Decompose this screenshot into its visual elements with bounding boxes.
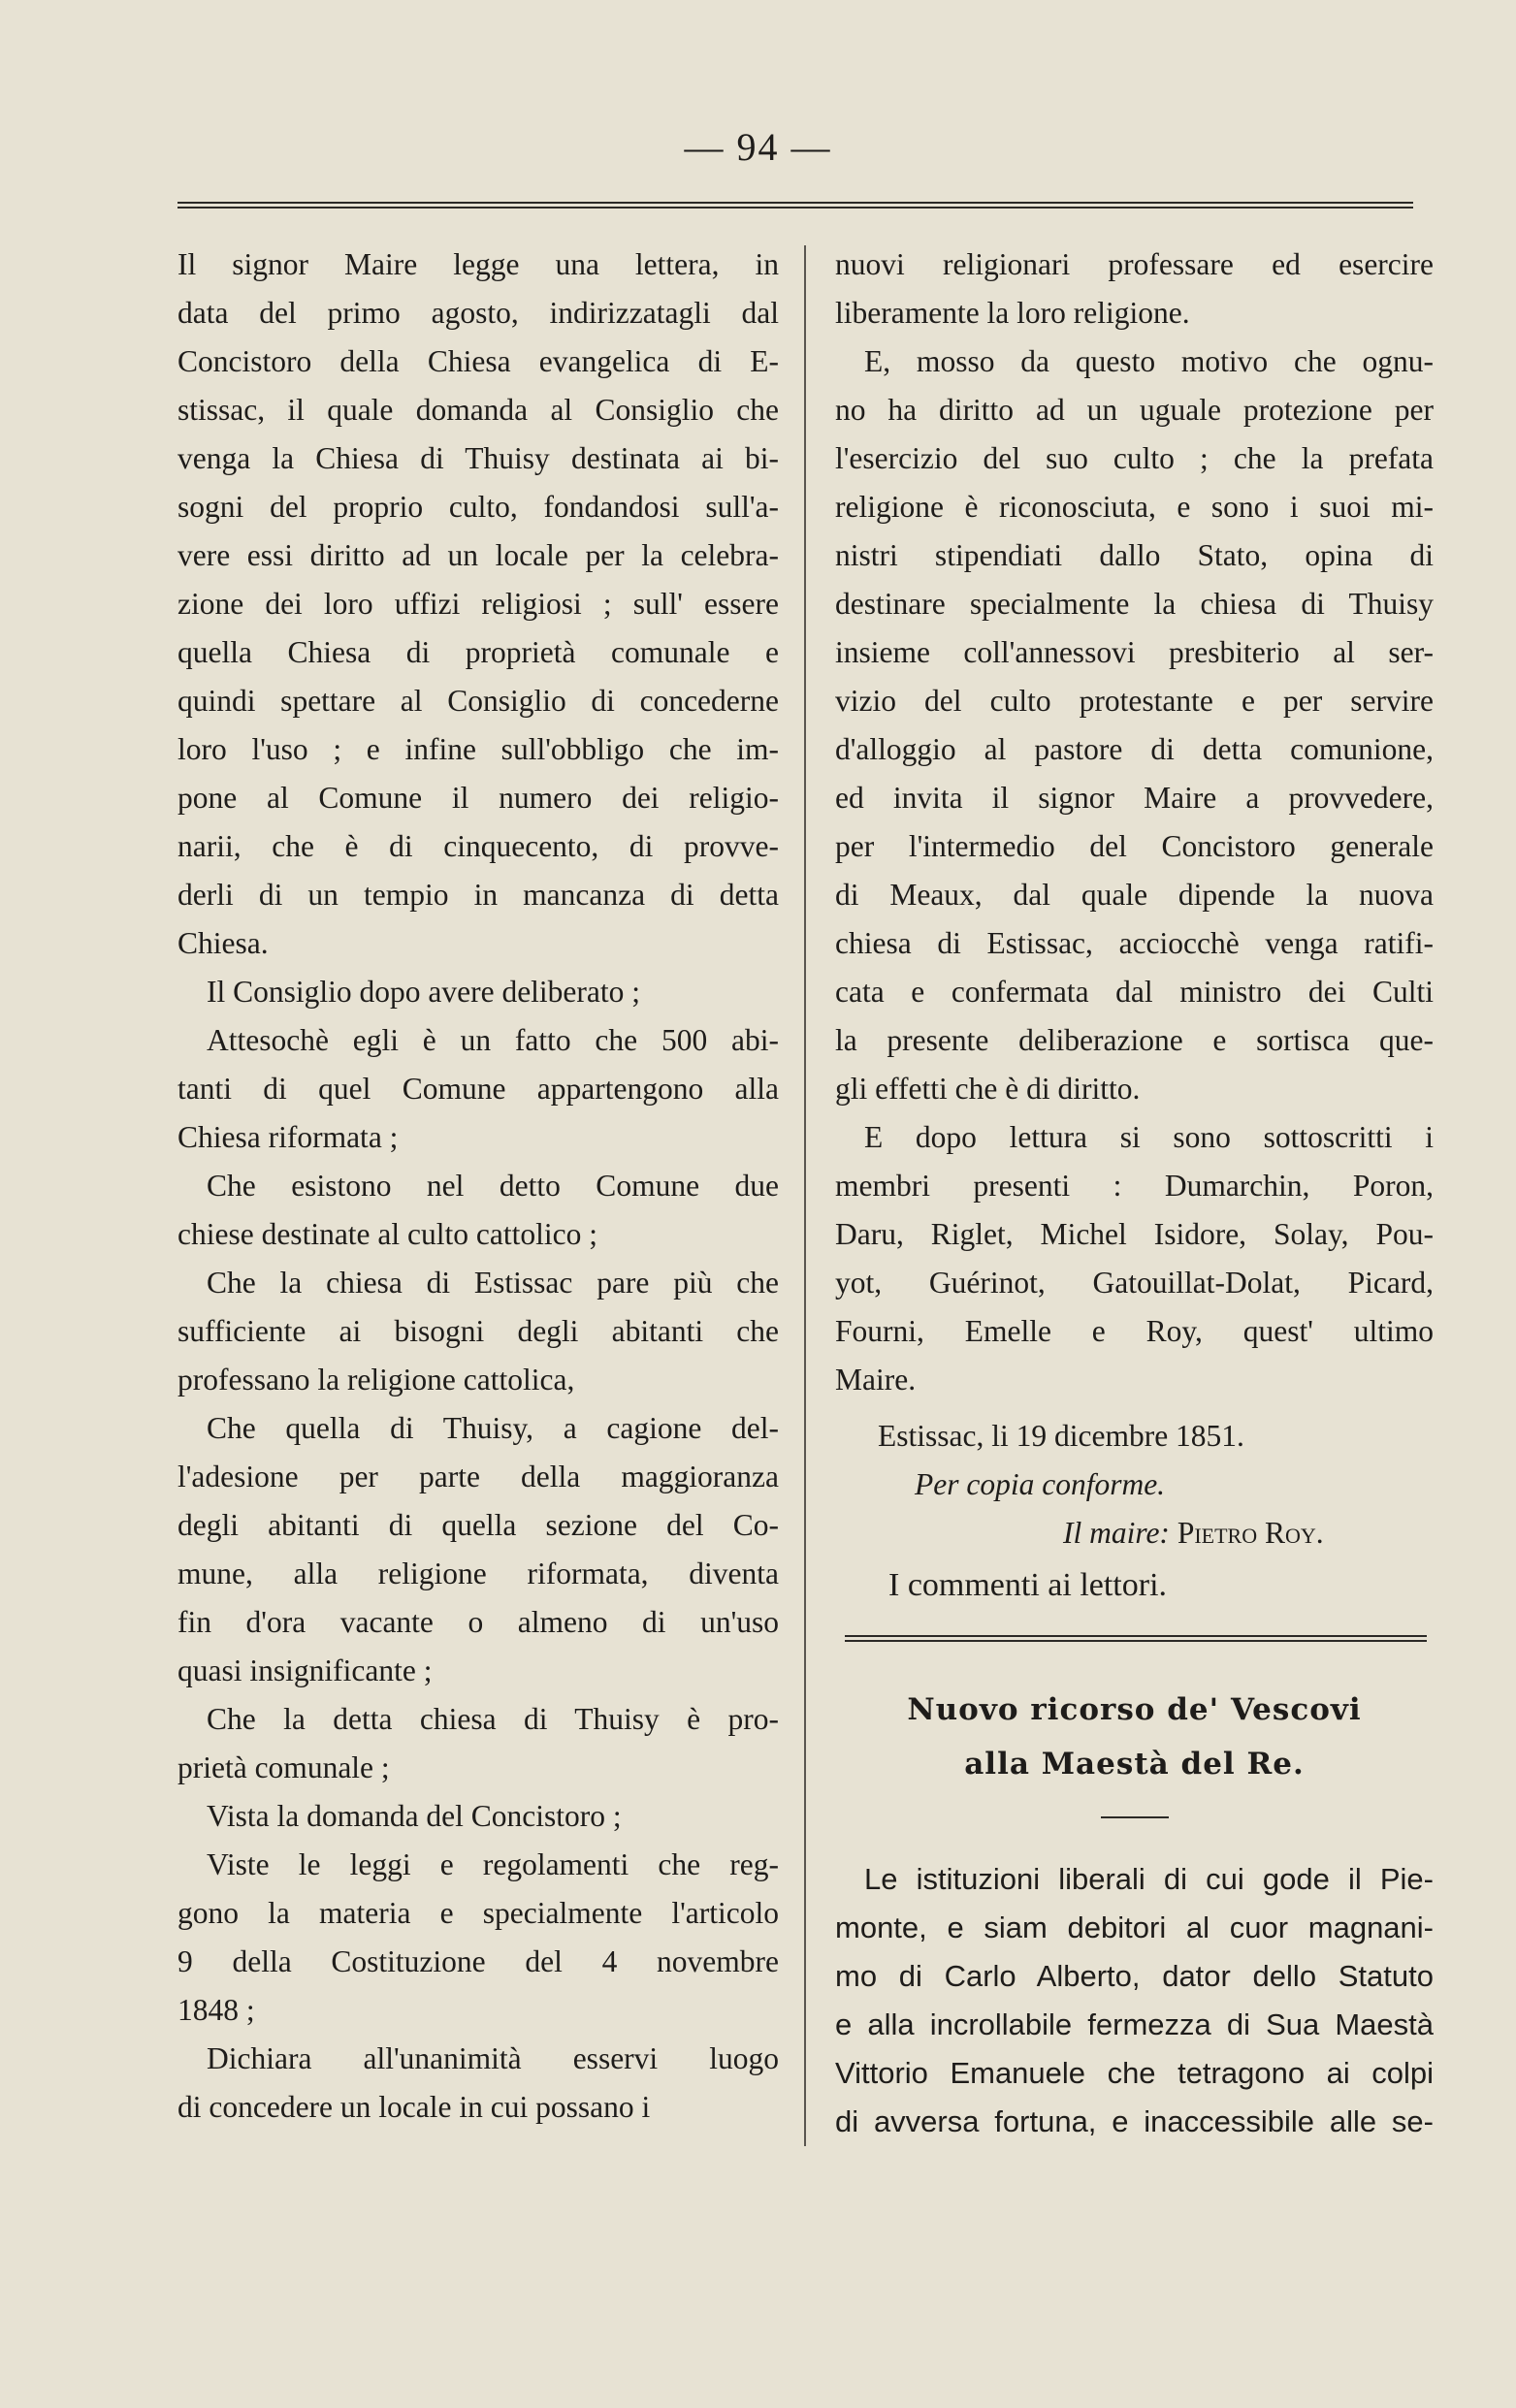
section-separator [845, 1635, 1427, 1642]
right-paragraphs [835, 241, 1434, 1404]
article-line: Le istituzioni liberali di cui gode il Pie- [864, 1862, 1434, 1896]
text-line: di Meaux, dal quale dipende la nuova [835, 878, 1434, 912]
text-line: destinare specialmente la chiesa di Thuisy [835, 587, 1434, 621]
left-column [177, 241, 779, 2132]
text-line: Fourni, Emelle e Roy, quest' ultimo [835, 1314, 1434, 1348]
text-line: professano la religione cattolica, [177, 1363, 575, 1397]
text-line: loro l'uso ; e infine sull'obbligo che im- [177, 732, 779, 766]
text-line: Vista la domanda del Concistoro ; [207, 1799, 622, 1833]
text-line: Attesochè egli è un fatto che 500 abi- [207, 1023, 779, 1057]
text-line: sufficiente ai bisogni degli abitanti che [177, 1314, 779, 1348]
text-line: Il Consiglio dopo avere deliberato ; [207, 975, 641, 1009]
article-line: e alla incrollabile fermezza di Sua Maestà [835, 2007, 1434, 2041]
text-line: Maire. [835, 1363, 917, 1397]
text-line: stissac, il quale domanda al Consiglio che [177, 393, 779, 427]
text-line: Che esistono nel detto Comune due [207, 1169, 779, 1203]
headline-line-1: Nuovo ricorso de' Vescovi [907, 1692, 1362, 1727]
column-divider [804, 245, 806, 2146]
text-line: Che la detta chiesa di Thuisy è pro- [207, 1702, 779, 1736]
text-line: quindi spettare al Consiglio di concederne [177, 684, 779, 718]
text-line: chiese destinate al culto cattolico ; [177, 1217, 597, 1251]
text-line: fin d'ora vacante o almeno di un'uso [177, 1605, 779, 1639]
text-line: nistri stipendiati dallo Stato, opina di [835, 538, 1434, 572]
headline-rule [1101, 1816, 1169, 1818]
text-line: Concistoro della Chiesa evangelica di E- [177, 344, 779, 378]
signature-date: Estissac, li 19 dicembre 1851. [878, 1419, 1244, 1453]
text-line: liberamente la loro religione. [835, 296, 1190, 330]
text-line: per l'intermedio del Concistoro generale [835, 829, 1434, 863]
header-rule [177, 202, 1413, 209]
text-line: E, mosso da questo motivo che ognu- [864, 344, 1434, 378]
text-line: Daru, Riglet, Michel Isidore, Solay, Pou- [835, 1217, 1434, 1251]
text-line: yot, Guérinot, Gatouillat-Dolat, Picard, [835, 1266, 1434, 1300]
text-line: mune, alla religione riformata, diventa [177, 1557, 779, 1590]
text-line: di concedere un locale in cui possano i [177, 2090, 651, 2124]
text-line: narii, che è di cinquecento, di provve- [177, 829, 779, 863]
text-line: prietà comunale ; [177, 1750, 390, 1784]
text-line: gono la materia e specialmente l'articolo [177, 1896, 779, 1930]
signature-maire: Il maire: Pietro Roy. [1063, 1516, 1324, 1550]
page-number: — 94 — [684, 125, 832, 169]
text-line: degli abitanti di quella sezione del Co- [177, 1508, 779, 1542]
headline-line-2: alla Maestà del Re. [964, 1747, 1305, 1782]
text-line: sogni del proprio culto, fondandosi sull'a- [177, 490, 779, 524]
text-line: la presente deliberazione e sortisca que- [835, 1023, 1434, 1057]
text-line: 1848 ; [177, 1993, 255, 2027]
text-line: venga la Chiesa di Thuisy destinata ai bi- [177, 441, 779, 475]
text-line: Chiesa riformata ; [177, 1120, 399, 1154]
text-line: quella Chiesa di proprietà comunale e [177, 635, 779, 669]
article-line: Vittorio Emanuele che tetragono ai colpi [835, 2056, 1434, 2090]
article-line: di avversa fortuna, e inaccessibile alle se- [835, 2104, 1434, 2138]
article-line: mo di Carlo Alberto, dator dello Statuto [835, 1959, 1434, 1993]
article-body [835, 1855, 1434, 2146]
text-line: quasi insignificante ; [177, 1653, 433, 1687]
article-line: monte, e siam debitori al cuor magnani- [835, 1910, 1434, 1944]
text-line: ed invita il signor Maire a provvedere, [835, 781, 1434, 815]
text-line: l'esercizio del suo culto ; che la prefata [835, 441, 1434, 475]
comment-line: I commenti ai lettori. [888, 1567, 1168, 1603]
article-headline [835, 1683, 1434, 1791]
text-line: vere essi diritto ad un locale per la celebra- [177, 538, 779, 572]
text-line: Che la chiesa di Estissac pare più che [207, 1266, 779, 1300]
text-line: insieme coll'annessovi presbiterio al ser- [835, 635, 1434, 669]
text-line: d'alloggio al pastore di detta comunione, [835, 732, 1434, 766]
text-line: zione dei loro uffizi religiosi ; sull' essere [177, 587, 779, 621]
text-line: cata e confermata dal ministro dei Culti [835, 975, 1434, 1009]
text-line: vizio del culto protestante e per servire [835, 684, 1434, 718]
signature-block [835, 1412, 1434, 1557]
text-line: membri presenti : Dumarchin, Poron, [835, 1169, 1434, 1203]
text-line: pone al Comune il numero dei religio- [177, 781, 779, 815]
text-line: E dopo lettura si sono sottoscritti i [864, 1120, 1434, 1154]
right-column [835, 241, 1434, 2146]
text-line: data del primo agosto, indirizzatagli dal [177, 296, 779, 330]
text-line: nuovi religionari professare ed esercire [835, 247, 1434, 281]
text-line: l'adesione per parte della maggioranza [177, 1460, 779, 1493]
text-line: derli di un tempio in mancanza di detta [177, 878, 779, 912]
text-line: Dichiara all'unanimità esservi luogo [207, 2041, 779, 2075]
maire-name: Pietro Roy. [1177, 1516, 1324, 1550]
text-line: 9 della Costituzione del 4 novembre [177, 1944, 779, 1978]
text-line: gli effetti che è di diritto. [835, 1072, 1141, 1106]
text-line: no ha diritto ad un uguale protezione per [835, 393, 1434, 427]
text-line: chiesa di Estissac, acciocchè venga ratifi- [835, 926, 1434, 960]
text-line: tanti di quel Comune appartengono alla [177, 1072, 779, 1106]
text-line: Che quella di Thuisy, a cagione del- [207, 1411, 779, 1445]
text-line: Il signor Maire legge una lettera, in [177, 247, 779, 281]
text-line: Viste le leggi e regolamenti che reg- [207, 1847, 779, 1881]
signature-copy-note: Per copia conforme. [915, 1467, 1166, 1501]
text-line: Chiesa. [177, 926, 269, 960]
text-line: religione è riconosciuta, e sono i suoi mi- [835, 490, 1434, 524]
